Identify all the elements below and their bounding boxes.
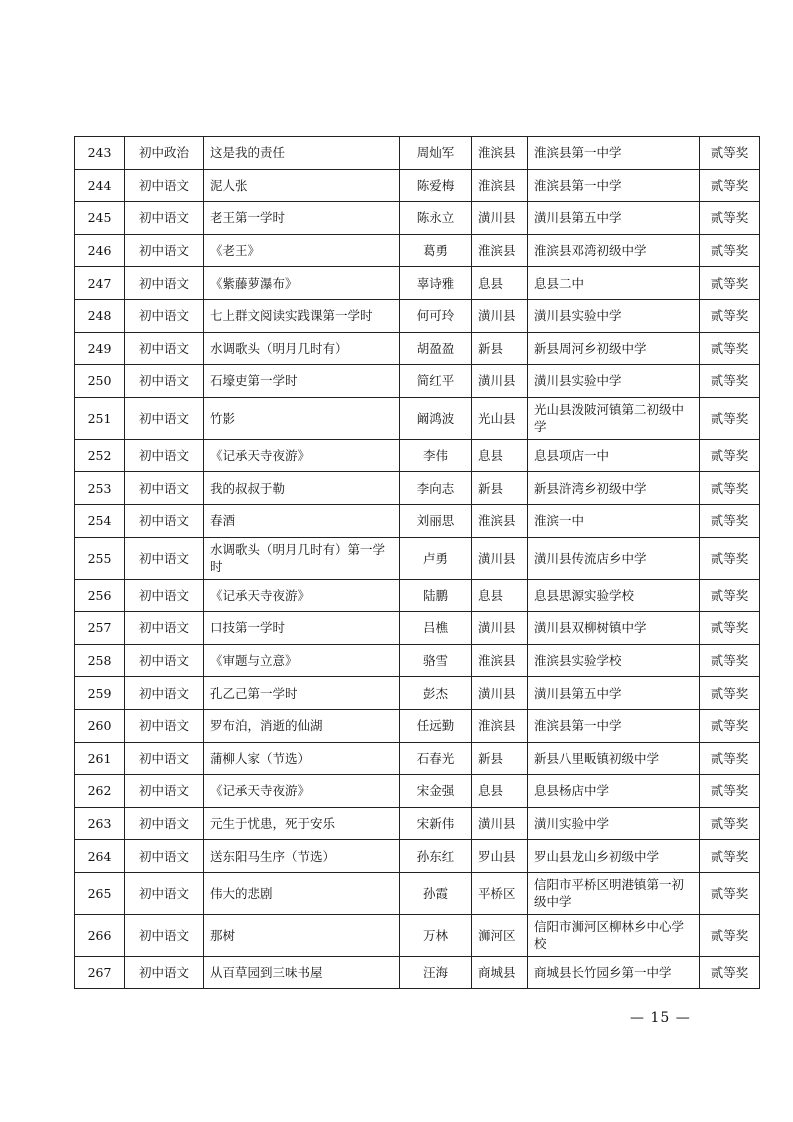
row-school: 罗山县龙山乡初级中学 xyxy=(528,840,700,873)
row-subject: 初中语文 xyxy=(125,332,204,365)
row-school: 息县思源实验学校 xyxy=(528,579,700,612)
row-title: 从百草园到三味书屋 xyxy=(204,956,400,989)
row-subject: 初中语文 xyxy=(125,840,204,873)
row-number: 252 xyxy=(75,439,125,472)
row-subject: 初中语文 xyxy=(125,472,204,505)
row-award: 贰等奖 xyxy=(700,365,760,398)
row-award: 贰等奖 xyxy=(700,472,760,505)
row-county: 潢川县 xyxy=(472,677,528,710)
row-teacher-name: 辜诗雅 xyxy=(400,267,472,300)
row-award: 贰等奖 xyxy=(700,914,760,956)
row-school: 潢川县实验中学 xyxy=(528,299,700,332)
row-school: 息县项店一中 xyxy=(528,439,700,472)
row-school: 淮滨县邓湾初级中学 xyxy=(528,234,700,267)
row-number: 245 xyxy=(75,202,125,235)
row-school: 潢川县实验中学 xyxy=(528,365,700,398)
row-award: 贰等奖 xyxy=(700,202,760,235)
table-row xyxy=(75,579,760,612)
row-county: 淮滨县 xyxy=(472,234,528,267)
row-county: 潢川县 xyxy=(472,299,528,332)
row-teacher-name: 任远勤 xyxy=(400,709,472,742)
row-subject: 初中语文 xyxy=(125,872,204,914)
row-title: 那树 xyxy=(204,914,400,956)
row-teacher-name: 何可玲 xyxy=(400,299,472,332)
row-teacher-name: 石春光 xyxy=(400,742,472,775)
row-subject: 初中语文 xyxy=(125,914,204,956)
row-teacher-name: 吕樵 xyxy=(400,612,472,645)
row-number: 251 xyxy=(75,397,125,439)
row-teacher-name: 陈永立 xyxy=(400,202,472,235)
row-title: 蒲柳人家（节选） xyxy=(204,742,400,775)
row-title: 石壕吏第一学时 xyxy=(204,365,400,398)
row-county: 新县 xyxy=(472,742,528,775)
row-title: 老王第一学时 xyxy=(204,202,400,235)
row-title: 罗布泊，消逝的仙湖 xyxy=(204,709,400,742)
row-title: 送东阳马生序（节选） xyxy=(204,840,400,873)
row-title: 《记承天寺夜游》 xyxy=(204,439,400,472)
row-number: 262 xyxy=(75,775,125,808)
row-title: 《记承天寺夜游》 xyxy=(204,579,400,612)
row-title: 这是我的责任 xyxy=(204,137,400,170)
row-teacher-name: 汪海 xyxy=(400,956,472,989)
row-title: 水调歌头（明月几时有） xyxy=(204,332,400,365)
row-county: 潢川县 xyxy=(472,807,528,840)
awards-table xyxy=(74,136,760,989)
row-county: 新县 xyxy=(472,472,528,505)
row-number: 259 xyxy=(75,677,125,710)
row-teacher-name: 胡盈盈 xyxy=(400,332,472,365)
row-award: 贰等奖 xyxy=(700,775,760,808)
row-teacher-name: 简红平 xyxy=(400,365,472,398)
row-school: 淮滨县实验学校 xyxy=(528,644,700,677)
row-award: 贰等奖 xyxy=(700,956,760,989)
table-row xyxy=(75,299,760,332)
row-teacher-name: 李伟 xyxy=(400,439,472,472)
row-title: 《老王》 xyxy=(204,234,400,267)
table-row xyxy=(75,872,760,914)
row-subject: 初中语文 xyxy=(125,956,204,989)
row-teacher-name: 周灿军 xyxy=(400,137,472,170)
row-county: 潢川县 xyxy=(472,202,528,235)
row-teacher-name: 卢勇 xyxy=(400,537,472,579)
table-row xyxy=(75,709,760,742)
row-number: 248 xyxy=(75,299,125,332)
row-school: 淮滨县第一中学 xyxy=(528,169,700,202)
row-subject: 初中语文 xyxy=(125,234,204,267)
row-title: 伟大的悲剧 xyxy=(204,872,400,914)
table-row xyxy=(75,332,760,365)
table-row xyxy=(75,612,760,645)
row-teacher-name: 骆雪 xyxy=(400,644,472,677)
row-school: 商城县长竹园乡第一中学 xyxy=(528,956,700,989)
table-row xyxy=(75,472,760,505)
row-subject: 初中语文 xyxy=(125,169,204,202)
row-subject: 初中语文 xyxy=(125,537,204,579)
row-county: 潢川县 xyxy=(472,537,528,579)
row-number: 255 xyxy=(75,537,125,579)
row-teacher-name: 万林 xyxy=(400,914,472,956)
row-title: 泥人张 xyxy=(204,169,400,202)
row-school: 潢川县第五中学 xyxy=(528,202,700,235)
row-award: 贰等奖 xyxy=(700,234,760,267)
table-row xyxy=(75,742,760,775)
row-number: 243 xyxy=(75,137,125,170)
row-teacher-name: 宋新伟 xyxy=(400,807,472,840)
row-award: 贰等奖 xyxy=(700,299,760,332)
table-row xyxy=(75,397,760,439)
row-county: 息县 xyxy=(472,579,528,612)
row-title: 竹影 xyxy=(204,397,400,439)
table-row xyxy=(75,365,760,398)
row-subject: 初中语文 xyxy=(125,709,204,742)
row-title: 《审题与立意》 xyxy=(204,644,400,677)
row-number: 246 xyxy=(75,234,125,267)
row-number: 266 xyxy=(75,914,125,956)
row-number: 267 xyxy=(75,956,125,989)
row-title: 我的叔叔于勒 xyxy=(204,472,400,505)
row-subject: 初中政治 xyxy=(125,137,204,170)
row-number: 264 xyxy=(75,840,125,873)
row-award: 贰等奖 xyxy=(700,840,760,873)
row-title: 元生于忧患，死于安乐 xyxy=(204,807,400,840)
table-row xyxy=(75,137,760,170)
row-subject: 初中语文 xyxy=(125,742,204,775)
row-teacher-name: 彭杰 xyxy=(400,677,472,710)
row-school: 信阳市平桥区明港镇第一初级中学 xyxy=(528,872,700,914)
row-number: 258 xyxy=(75,644,125,677)
row-number: 260 xyxy=(75,709,125,742)
row-title: 春酒 xyxy=(204,504,400,537)
row-school: 息县二中 xyxy=(528,267,700,300)
row-number: 257 xyxy=(75,612,125,645)
row-award: 贰等奖 xyxy=(700,267,760,300)
row-county: 淮滨县 xyxy=(472,169,528,202)
table-row xyxy=(75,807,760,840)
table-row xyxy=(75,234,760,267)
row-award: 贰等奖 xyxy=(700,537,760,579)
row-award: 贰等奖 xyxy=(700,137,760,170)
row-teacher-name: 孙东红 xyxy=(400,840,472,873)
row-teacher-name: 陆鹏 xyxy=(400,579,472,612)
row-school: 潢川实验中学 xyxy=(528,807,700,840)
row-county: 新县 xyxy=(472,332,528,365)
row-school: 淮滨一中 xyxy=(528,504,700,537)
row-award: 贰等奖 xyxy=(700,579,760,612)
row-county: 淮滨县 xyxy=(472,137,528,170)
row-award: 贰等奖 xyxy=(700,439,760,472)
row-subject: 初中语文 xyxy=(125,807,204,840)
table-row xyxy=(75,169,760,202)
row-title: 《紫藤萝瀑布》 xyxy=(204,267,400,300)
table-row xyxy=(75,914,760,956)
table-row xyxy=(75,775,760,808)
row-award: 贰等奖 xyxy=(700,807,760,840)
row-title: 水调歌头（明月几时有）第一学时 xyxy=(204,537,400,579)
row-school: 息县杨店中学 xyxy=(528,775,700,808)
row-subject: 初中语文 xyxy=(125,644,204,677)
row-subject: 初中语文 xyxy=(125,612,204,645)
row-teacher-name: 宋金强 xyxy=(400,775,472,808)
row-number: 244 xyxy=(75,169,125,202)
row-title: 七上群文阅读实践课第一学时 xyxy=(204,299,400,332)
row-award: 贰等奖 xyxy=(700,709,760,742)
table-row xyxy=(75,202,760,235)
row-county: 息县 xyxy=(472,439,528,472)
row-subject: 初中语文 xyxy=(125,439,204,472)
row-county: 光山县 xyxy=(472,397,528,439)
row-county: 平桥区 xyxy=(472,872,528,914)
row-county: 商城县 xyxy=(472,956,528,989)
row-award: 贰等奖 xyxy=(700,504,760,537)
table-row xyxy=(75,537,760,579)
row-county: 息县 xyxy=(472,267,528,300)
row-subject: 初中语文 xyxy=(125,504,204,537)
awards-table-body xyxy=(75,137,760,989)
row-county: 息县 xyxy=(472,775,528,808)
row-school: 光山县泼陂河镇第二初级中学 xyxy=(528,397,700,439)
row-school: 新县浒湾乡初级中学 xyxy=(528,472,700,505)
table-row xyxy=(75,439,760,472)
table-row xyxy=(75,644,760,677)
row-title: 口技第一学时 xyxy=(204,612,400,645)
row-county: 浉河区 xyxy=(472,914,528,956)
row-number: 265 xyxy=(75,872,125,914)
row-award: 贰等奖 xyxy=(700,397,760,439)
row-teacher-name: 葛勇 xyxy=(400,234,472,267)
row-number: 254 xyxy=(75,504,125,537)
row-subject: 初中语文 xyxy=(125,365,204,398)
row-school: 淮滨县第一中学 xyxy=(528,709,700,742)
row-county: 淮滨县 xyxy=(472,644,528,677)
row-teacher-name: 刘丽思 xyxy=(400,504,472,537)
row-number: 263 xyxy=(75,807,125,840)
row-school: 潢川县双柳树镇中学 xyxy=(528,612,700,645)
row-number: 249 xyxy=(75,332,125,365)
row-title: 《记承天寺夜游》 xyxy=(204,775,400,808)
row-award: 贰等奖 xyxy=(700,332,760,365)
row-teacher-name: 阚鸿波 xyxy=(400,397,472,439)
row-county: 淮滨县 xyxy=(472,709,528,742)
row-award: 贰等奖 xyxy=(700,677,760,710)
row-subject: 初中语文 xyxy=(125,579,204,612)
row-number: 247 xyxy=(75,267,125,300)
row-award: 贰等奖 xyxy=(700,169,760,202)
row-school: 新县周河乡初级中学 xyxy=(528,332,700,365)
row-school: 淮滨县第一中学 xyxy=(528,137,700,170)
row-county: 潢川县 xyxy=(472,365,528,398)
row-school: 信阳市浉河区柳林乡中心学校 xyxy=(528,914,700,956)
row-county: 罗山县 xyxy=(472,840,528,873)
row-number: 250 xyxy=(75,365,125,398)
row-subject: 初中语文 xyxy=(125,202,204,235)
row-title: 孔乙己第一学时 xyxy=(204,677,400,710)
row-subject: 初中语文 xyxy=(125,677,204,710)
table-row xyxy=(75,677,760,710)
row-number: 256 xyxy=(75,579,125,612)
table-row xyxy=(75,956,760,989)
row-teacher-name: 李向志 xyxy=(400,472,472,505)
row-award: 贰等奖 xyxy=(700,612,760,645)
row-teacher-name: 陈爱梅 xyxy=(400,169,472,202)
table-row xyxy=(75,840,760,873)
row-subject: 初中语文 xyxy=(125,299,204,332)
row-school: 新县八里畈镇初级中学 xyxy=(528,742,700,775)
row-subject: 初中语文 xyxy=(125,397,204,439)
page-number: — 15 — xyxy=(630,1010,691,1026)
row-county: 潢川县 xyxy=(472,612,528,645)
row-number: 261 xyxy=(75,742,125,775)
table-row xyxy=(75,504,760,537)
row-number: 253 xyxy=(75,472,125,505)
table-row xyxy=(75,267,760,300)
row-school: 潢川县第五中学 xyxy=(528,677,700,710)
row-subject: 初中语文 xyxy=(125,775,204,808)
row-award: 贰等奖 xyxy=(700,742,760,775)
row-school: 潢川县传流店乡中学 xyxy=(528,537,700,579)
row-county: 淮滨县 xyxy=(472,504,528,537)
row-award: 贰等奖 xyxy=(700,644,760,677)
row-award: 贰等奖 xyxy=(700,872,760,914)
row-teacher-name: 孙霞 xyxy=(400,872,472,914)
row-subject: 初中语文 xyxy=(125,267,204,300)
